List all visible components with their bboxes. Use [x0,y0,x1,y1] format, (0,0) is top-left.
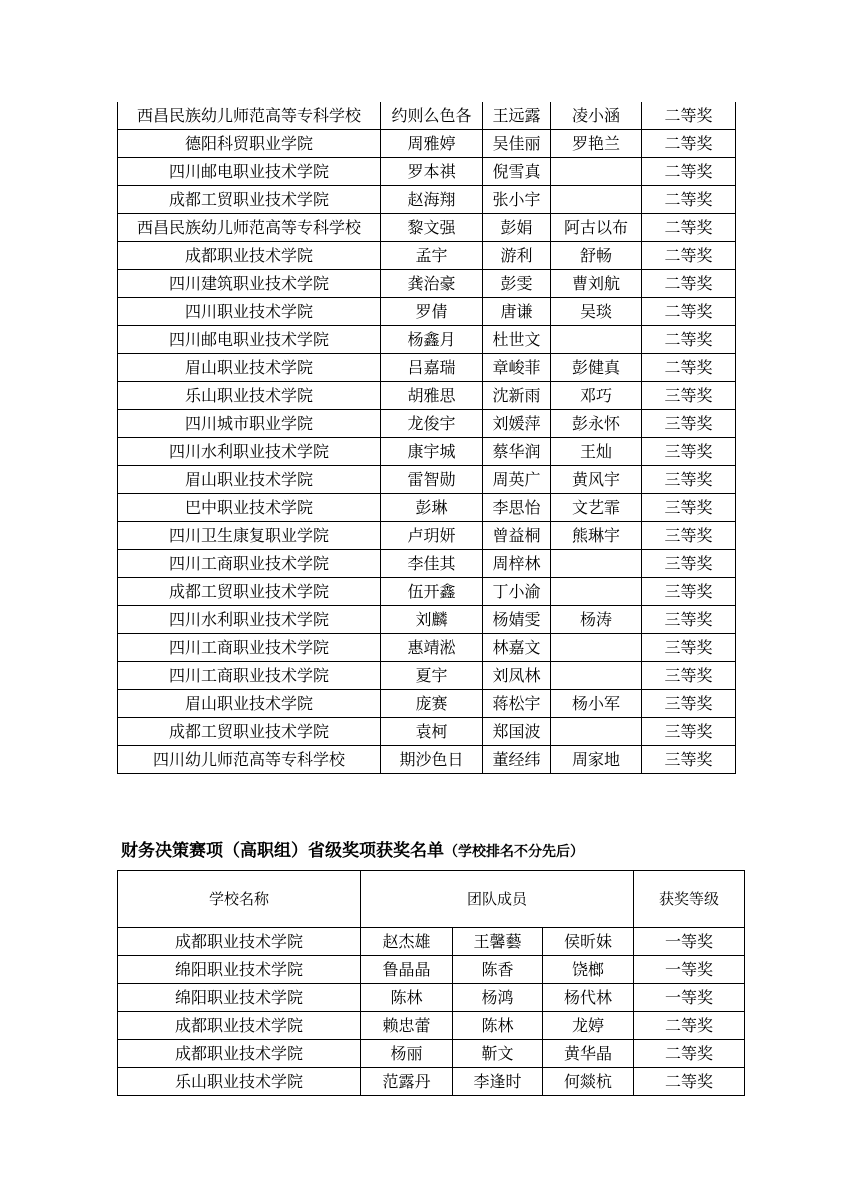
member-3-cell: 舒畅 [551,242,642,270]
award-cell: 三等奖 [642,410,736,438]
table-row [118,298,736,326]
member-2-cell: 周梓林 [483,550,551,578]
school-cell: 绵阳职业技术学院 [118,984,361,1012]
member-2-cell: 彭雯 [483,270,551,298]
member-2-cell: 董经纬 [483,746,551,774]
award-cell: 一等奖 [634,984,745,1012]
member-1-cell: 期沙色日 [381,746,483,774]
school-cell: 乐山职业技术学院 [118,1068,361,1096]
school-cell: 成都工贸职业技术学院 [118,718,381,746]
member-2-cell: 李思怡 [483,494,551,522]
header-school: 学校名称 [118,871,361,928]
section-title [121,836,584,861]
member-2-cell: 唐谦 [483,298,551,326]
school-cell: 眉山职业技术学院 [118,690,381,718]
member-3-cell [551,326,642,354]
member-1-cell: 胡雅思 [381,382,483,410]
member-1-cell: 康宇城 [381,438,483,466]
member-3-cell: 黄华晶 [543,1040,634,1068]
table-row [118,326,736,354]
member-2-cell: 杨婧雯 [483,606,551,634]
table-row [118,1012,745,1040]
member-2-cell: 陈香 [453,956,543,984]
award-cell: 三等奖 [642,382,736,410]
table-row [118,1068,745,1096]
table-row [118,984,745,1012]
member-2-cell: 吴佳丽 [483,130,551,158]
table-row [118,928,745,956]
member-2-cell: 沈新雨 [483,382,551,410]
member-3-cell [551,578,642,606]
member-3-cell: 龙婷 [543,1012,634,1040]
award-cell: 三等奖 [642,662,736,690]
table-row [118,130,736,158]
member-2-cell: 李逢时 [453,1068,543,1096]
member-1-cell: 鲁晶晶 [361,956,453,984]
school-cell: 成都职业技术学院 [118,242,381,270]
school-cell: 眉山职业技术学院 [118,466,381,494]
school-cell: 乐山职业技术学院 [118,382,381,410]
table-row [118,1040,745,1068]
table-row [118,634,736,662]
table-row [118,522,736,550]
school-cell: 四川邮电职业技术学院 [118,326,381,354]
table-row [118,270,736,298]
table-row [118,186,736,214]
table-row [118,662,736,690]
member-1-cell: 范露丹 [361,1068,453,1096]
member-3-cell: 凌小涵 [551,102,642,130]
member-1-cell: 袁柯 [381,718,483,746]
table-row [118,494,736,522]
member-2-cell: 蒋松宇 [483,690,551,718]
award-cell: 二等奖 [642,186,736,214]
section-title-note: （学校排名不分先后） [444,844,584,860]
financial-decision-award-table [117,870,745,1096]
school-cell: 四川工商职业技术学院 [118,662,381,690]
award-cell: 二等奖 [642,326,736,354]
member-1-cell: 惠靖淞 [381,634,483,662]
member-3-cell: 邓巧 [551,382,642,410]
table-row [118,578,736,606]
school-cell: 成都工贸职业技术学院 [118,186,381,214]
award-cell: 一等奖 [634,956,745,984]
school-cell: 成都职业技术学院 [118,1012,361,1040]
table-row [118,466,736,494]
award-cell: 三等奖 [642,634,736,662]
member-2-cell: 彭娟 [483,214,551,242]
member-2-cell: 张小宇 [483,186,551,214]
member-2-cell: 周英广 [483,466,551,494]
member-2-cell: 刘凤林 [483,662,551,690]
member-1-cell: 孟宇 [381,242,483,270]
award-cell: 三等奖 [642,718,736,746]
member-2-cell: 游利 [483,242,551,270]
member-3-cell: 罗艳兰 [551,130,642,158]
member-1-cell: 卢玥妍 [381,522,483,550]
table-row [118,242,736,270]
member-1-cell: 庞赛 [381,690,483,718]
member-3-cell: 文艺霏 [551,494,642,522]
member-3-cell: 阿古以布 [551,214,642,242]
member-1-cell: 约则么色各 [381,102,483,130]
member-3-cell: 何燚杭 [543,1068,634,1096]
award-cell: 一等奖 [634,928,745,956]
member-1-cell: 赖忠蕾 [361,1012,453,1040]
member-1-cell: 杨丽 [361,1040,453,1068]
member-1-cell: 黎文强 [381,214,483,242]
award-cell: 三等奖 [642,522,736,550]
school-cell: 眉山职业技术学院 [118,354,381,382]
member-1-cell: 彭琳 [381,494,483,522]
school-cell: 成都职业技术学院 [118,928,361,956]
member-1-cell: 龚治豪 [381,270,483,298]
member-3-cell: 饶榔 [543,956,634,984]
member-1-cell: 吕嘉瑞 [381,354,483,382]
school-cell: 绵阳职业技术学院 [118,956,361,984]
member-1-cell: 赵杰雄 [361,928,453,956]
table-row [118,158,736,186]
award-cell: 三等奖 [642,578,736,606]
school-cell: 四川建筑职业技术学院 [118,270,381,298]
table-row [118,382,736,410]
school-cell: 四川幼儿师范高等专科学校 [118,746,381,774]
award-cell: 二等奖 [642,158,736,186]
school-cell: 四川邮电职业技术学院 [118,158,381,186]
table-row [118,410,736,438]
member-3-cell: 熊琳宇 [551,522,642,550]
member-3-cell [551,550,642,578]
table-row [118,354,736,382]
table-row [118,746,736,774]
award-cell: 三等奖 [642,466,736,494]
member-1-cell: 罗倩 [381,298,483,326]
member-2-cell: 王远露 [483,102,551,130]
school-cell: 成都工贸职业技术学院 [118,578,381,606]
member-2-cell: 章峻菲 [483,354,551,382]
member-3-cell: 吴琰 [551,298,642,326]
member-1-cell: 陈林 [361,984,453,1012]
member-3-cell: 黄风宇 [551,466,642,494]
header-team-members: 团队成员 [361,871,634,928]
table-row [118,438,736,466]
member-1-cell: 杨鑫月 [381,326,483,354]
school-cell: 西昌民族幼儿师范高等专科学校 [118,214,381,242]
award-cell: 二等奖 [642,130,736,158]
table-row [118,956,745,984]
school-cell: 四川城市职业学院 [118,410,381,438]
member-3-cell [551,634,642,662]
award-cell: 二等奖 [634,1040,745,1068]
member-1-cell: 赵海翔 [381,186,483,214]
table-row [118,606,736,634]
header-award-level: 获奖等级 [634,871,745,928]
award-cell: 三等奖 [642,746,736,774]
award-cell: 三等奖 [642,438,736,466]
member-2-cell: 陈林 [453,1012,543,1040]
school-cell: 四川职业技术学院 [118,298,381,326]
member-3-cell: 彭健真 [551,354,642,382]
member-2-cell: 林嘉文 [483,634,551,662]
award-cell: 三等奖 [642,606,736,634]
member-3-cell: 杨涛 [551,606,642,634]
award-cell: 二等奖 [642,102,736,130]
member-3-cell: 王灿 [551,438,642,466]
member-2-cell: 蔡华润 [483,438,551,466]
member-3-cell: 侯昕妹 [543,928,634,956]
school-cell: 成都职业技术学院 [118,1040,361,1068]
table-row [118,550,736,578]
school-cell: 四川工商职业技术学院 [118,550,381,578]
member-3-cell [551,186,642,214]
school-cell: 四川水利职业技术学院 [118,438,381,466]
member-2-cell: 丁小渝 [483,578,551,606]
award-cell: 二等奖 [642,214,736,242]
section-title-main: 财务决策赛项（高职组）省级奖项获奖名单 [121,841,444,861]
table-row [118,214,736,242]
award-cell: 二等奖 [634,1068,745,1096]
member-1-cell: 雷智勋 [381,466,483,494]
member-3-cell [551,718,642,746]
school-cell: 四川水利职业技术学院 [118,606,381,634]
member-3-cell [551,158,642,186]
member-2-cell: 倪雪真 [483,158,551,186]
award-cell: 三等奖 [642,550,736,578]
member-1-cell: 伍开鑫 [381,578,483,606]
member-2-cell: 杨鸿 [453,984,543,1012]
member-3-cell: 彭永怀 [551,410,642,438]
member-2-cell: 靳文 [453,1040,543,1068]
award-cell: 二等奖 [642,354,736,382]
member-3-cell: 杨代林 [543,984,634,1012]
member-1-cell: 龙俊宇 [381,410,483,438]
award-cell: 二等奖 [642,242,736,270]
award-cell: 三等奖 [642,690,736,718]
member-2-cell: 杜世文 [483,326,551,354]
member-1-cell: 罗本祺 [381,158,483,186]
member-2-cell: 曾益桐 [483,522,551,550]
member-1-cell: 李佳其 [381,550,483,578]
award-cell: 三等奖 [642,494,736,522]
member-1-cell: 刘麟 [381,606,483,634]
member-2-cell: 刘媛萍 [483,410,551,438]
award-table-continued [117,102,736,774]
school-cell: 德阳科贸职业学院 [118,130,381,158]
member-2-cell: 郑国波 [483,718,551,746]
award-cell: 二等奖 [634,1012,745,1040]
table-row [118,718,736,746]
table-header-row [118,871,745,928]
school-cell: 四川工商职业技术学院 [118,634,381,662]
school-cell: 四川卫生康复职业学院 [118,522,381,550]
member-2-cell: 王馨藝 [453,928,543,956]
school-cell: 西昌民族幼儿师范高等专科学校 [118,102,381,130]
member-3-cell: 曹刘航 [551,270,642,298]
member-1-cell: 夏宇 [381,662,483,690]
member-1-cell: 周雅婷 [381,130,483,158]
school-cell: 巴中职业技术学院 [118,494,381,522]
table-row [118,102,736,130]
table-row [118,690,736,718]
award-cell: 二等奖 [642,270,736,298]
award-cell: 二等奖 [642,298,736,326]
member-3-cell: 杨小军 [551,690,642,718]
member-3-cell: 周家地 [551,746,642,774]
member-3-cell [551,662,642,690]
